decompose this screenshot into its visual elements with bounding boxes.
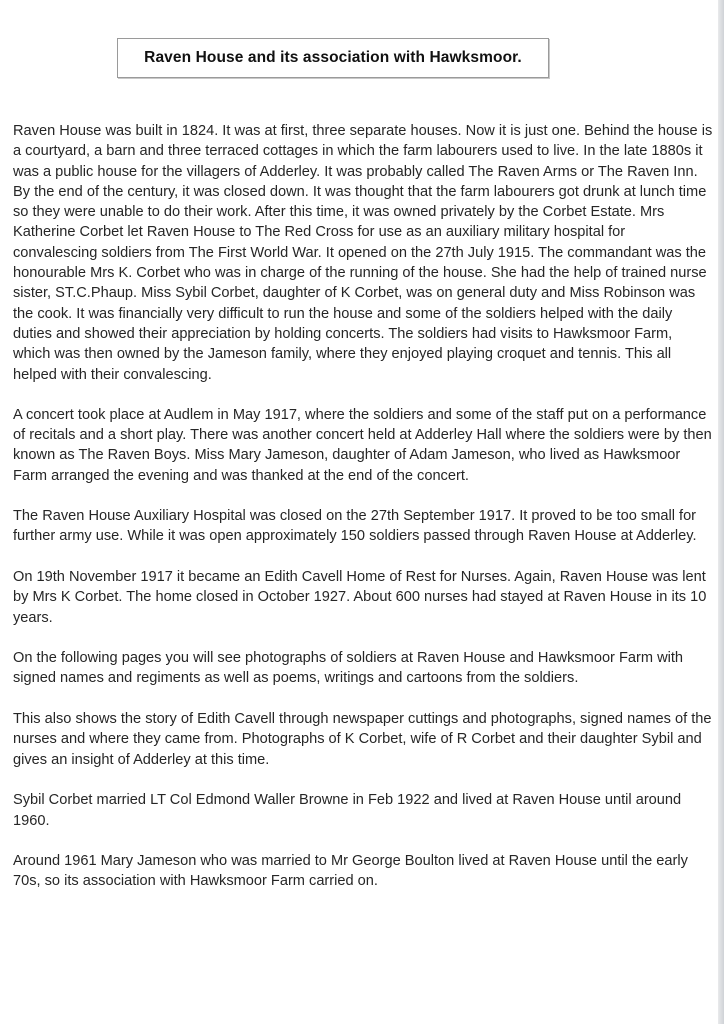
title-box — [117, 38, 549, 78]
paragraph-following-pages: On the following pages you will see photographs of soldiers at Raven House and Hawksmoor Farm with signed names and regiments as well as poems, writings and cartoons from the soldiers. — [13, 650, 684, 687]
paragraph-edith-cavell-home: On 19th November 1917 it became an Edith Cavell Home of Rest for Nurses. Again, Raven House was lent by Mrs K Corbet. The home closed in October 1927. About 600 nurses had stayed at Raven House in its 10 years. — [13, 568, 707, 626]
paragraph-history: Raven House was built in 1824. It was at first, three separate houses. Now it is just one. Behind the house is a courtyard, a barn and three terraced cottages in which the farm labourers used to live. In the late 1880s it was a public house for the villagers of Adderley. It was probably called The Raven Arms or The Raven Inn. By the end of the century, it was closed down. It was thought that the farm labourers got drunk at lunch time so they were unable to do their work. After this time, it was owned privately by the Corbet Estate. Mrs Katherine Corbet let Raven House to The Red Cross for use as an auxiliary military hospital for convalescing soldiers from The First World War. It opened on the 27th July 1915. The commandant was the honourable Mrs K. Corbet who was in charge of the running of the house. She had the help of trained nurse sister, ST.C.Phaup. Miss Sybil Corbet, daughter of K Corbet, was on general duty and Miss Robinson was the cook. It was financially very difficult to run the house and some of the soldiers helped with the daily duties and showed their appreciation by holding concerts. The soldiers had visits to Hawksmoor Farm, which was then owned by the Jameson family, where they enjoyed playing croquet and tennis. This all helped with their convalescing. — [13, 123, 713, 383]
paragraph-edith-cavell-story: This also shows the story of Edith Cavell through newspaper cuttings and photographs, signed names of the nurses and where they came from. Photographs of K Corbet, wife of R Corbet and their daughter Sybil and gives an insight of Adderley at this time. — [13, 711, 712, 768]
document-body — [13, 121, 713, 892]
document-title: Raven House and its association with Hawksmoor. — [144, 49, 522, 66]
paragraph-mary-jameson: Around 1961 Mary Jameson who was married to Mr George Boulton lived at Raven House until the early 70s, so its association with Hawksmoor Farm carried on. — [13, 853, 688, 890]
page-edge — [718, 0, 724, 1024]
paragraph-hospital-closed: The Raven House Auxiliary Hospital was closed on the 27th September 1917. It proved to be too small for further army use. While it was open approximately 150 soldiers passed through Raven House at Adderley. — [13, 508, 697, 545]
paragraph-sybil-corbet: Sybil Corbet married LT Col Edmond Waller Browne in Feb 1922 and lived at Raven House until around 1960. — [13, 792, 682, 829]
paragraph-concert: A concert took place at Audlem in May 1917, where the soldiers and some of the staff put on a performance of recitals and a short play. There was another concert held at Adderley Hall where the soldiers were by then known as The Raven Boys. Miss Mary Jameson, daughter of Adam Jameson, who lived as Hawksmoor Farm arranged the evening and was thanked at the end of the concert. — [13, 406, 712, 484]
